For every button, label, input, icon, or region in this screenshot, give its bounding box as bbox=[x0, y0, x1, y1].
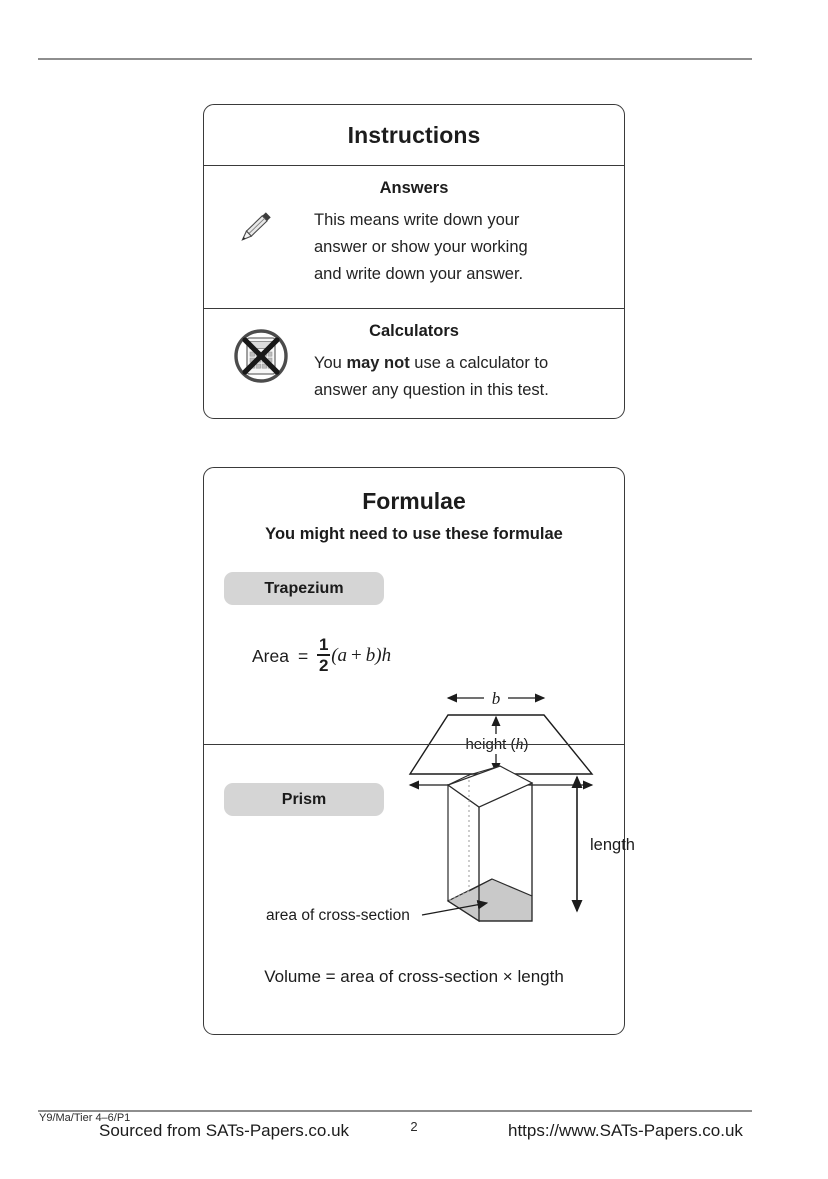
answers-line-3: and write down your answer. bbox=[314, 265, 524, 283]
instructions-title-row bbox=[204, 105, 624, 166]
prism-length-label: length bbox=[590, 836, 635, 854]
calculators-line-2: answer any question in this test. bbox=[314, 381, 549, 399]
instructions-title: Instructions bbox=[347, 121, 481, 148]
paper-code: Y9/Ma/Tier 4–6/P1 bbox=[39, 1112, 131, 1124]
trapezium-block bbox=[204, 544, 624, 753]
pencil-icon bbox=[232, 204, 278, 255]
variable-h: h bbox=[381, 645, 392, 666]
footer-source-text: Sourced from SATs-Papers.co.uk bbox=[99, 1121, 350, 1140]
formulae-title: Formulae bbox=[362, 488, 466, 514]
trapezium-tag: Trapezium bbox=[224, 572, 384, 605]
variable-b: b bbox=[365, 645, 376, 666]
prism-volume-formula: Volume = area of cross-section × length bbox=[264, 967, 564, 986]
area-equals: = bbox=[297, 645, 309, 666]
prism-block bbox=[204, 744, 635, 1013]
variable-a: a bbox=[337, 645, 348, 666]
page-number: 2 bbox=[410, 1119, 418, 1134]
calculators-line-1 bbox=[314, 350, 624, 377]
plus-sign: + bbox=[351, 645, 362, 666]
footer-rule bbox=[38, 1110, 752, 1112]
calc-text-a: You bbox=[314, 354, 347, 372]
header-rule bbox=[38, 58, 752, 60]
footer-url-text: https://www.SATs-Papers.co.uk bbox=[508, 1121, 743, 1140]
formulae-subtitle: You might need to use these formulae bbox=[265, 525, 563, 543]
answers-heading: Answers bbox=[379, 179, 449, 197]
instructions-section-answers bbox=[204, 166, 624, 309]
one-half-fraction bbox=[317, 636, 330, 674]
answers-line-1: This means write down your bbox=[314, 211, 520, 229]
calculators-body bbox=[314, 350, 624, 404]
area-label: Area bbox=[252, 645, 289, 666]
crossed-out-calculator-icon bbox=[232, 327, 290, 390]
trapezium-area-formula bbox=[252, 637, 391, 675]
formulae-header bbox=[204, 468, 624, 544]
calculators-heading: Calculators bbox=[369, 322, 459, 340]
fraction-numerator: 1 bbox=[318, 635, 329, 654]
paren-close: ) bbox=[375, 645, 382, 666]
paren-open: ( bbox=[331, 645, 338, 666]
prism-diagram bbox=[432, 763, 635, 948]
instructions-section-calculators bbox=[204, 309, 624, 419]
answers-body bbox=[314, 207, 624, 288]
prism-cross-section-label: area of cross-section bbox=[266, 907, 410, 924]
trapezium-label-b: b bbox=[491, 689, 501, 708]
calc-text-emphasis: may not bbox=[346, 354, 410, 372]
calc-text-c: use a calculator to bbox=[409, 354, 549, 372]
prism-tag: Prism bbox=[224, 783, 384, 816]
instructions-panel bbox=[203, 104, 625, 419]
formulae-panel bbox=[203, 467, 635, 1035]
trapezium-label-height: height (h) bbox=[465, 736, 529, 753]
fraction-denominator: 2 bbox=[318, 656, 329, 675]
answers-line-2: answer or show your working bbox=[314, 238, 528, 256]
